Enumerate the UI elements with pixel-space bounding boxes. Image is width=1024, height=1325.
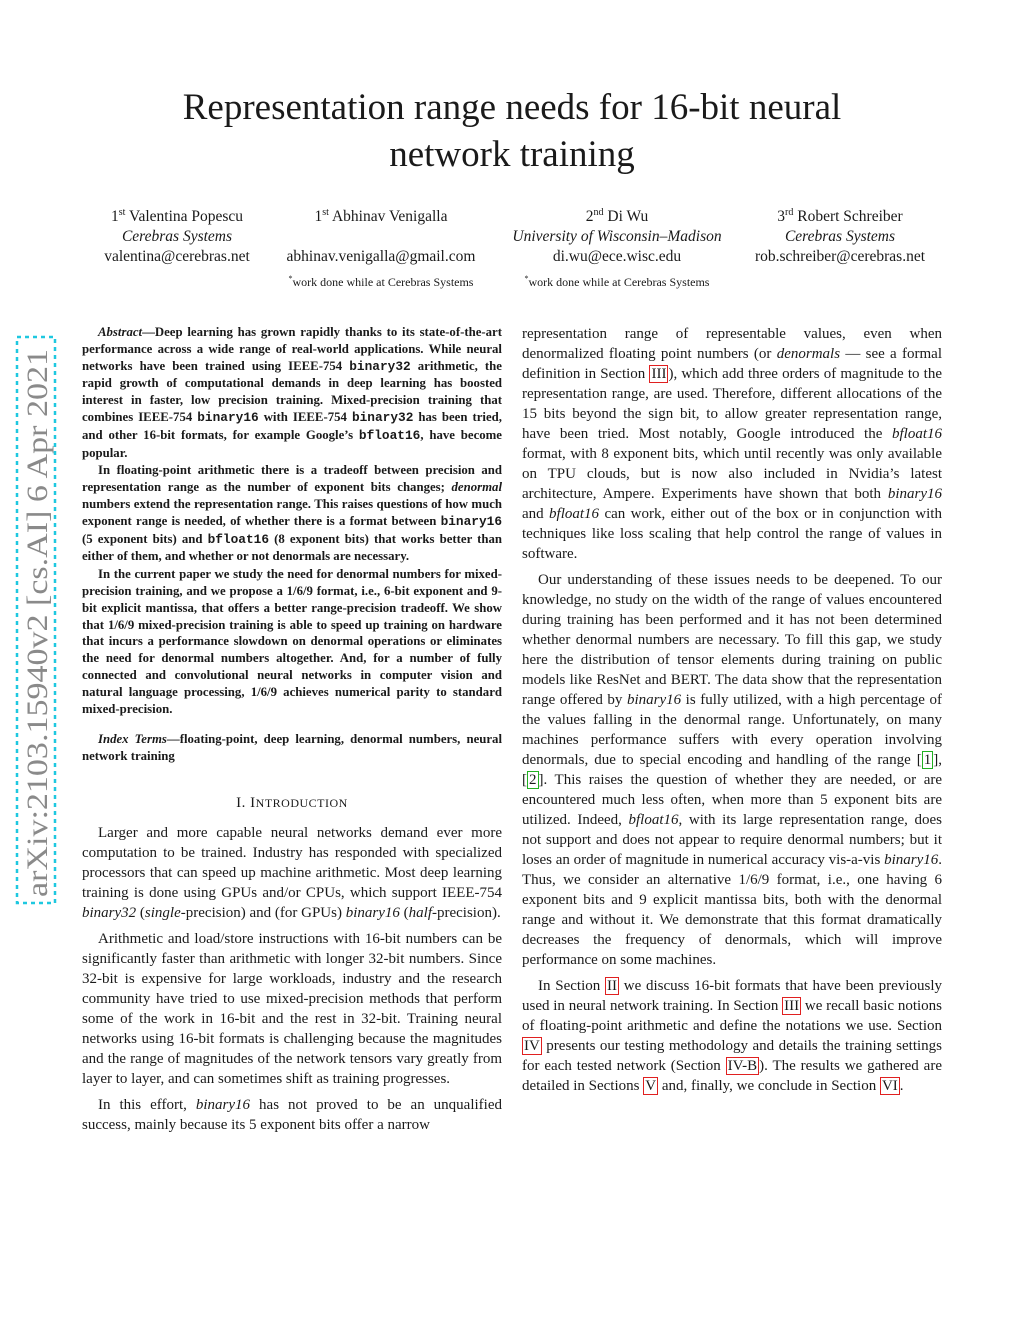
author-block-3 <box>500 203 734 292</box>
section-ref-link[interactable]: IV <box>524 1038 540 1054</box>
intro-paragraph-1: Larger and more capable neural networks demand ever more computation to be trained. Industry has responded with specialized processors that can speed up machine arithmetic. Most deep learning training is done using GPUs and/or CPUs, which support IEEE-754 binary32 (single-precision) and (for GPUs) binary16 (half-precision). <box>82 824 502 921</box>
section-heading-introduction: I. INTRODUCTION <box>236 794 348 811</box>
right-column <box>522 324 942 1096</box>
section-ref-link[interactable]: II <box>607 978 618 994</box>
abstract <box>82 324 502 765</box>
author-affiliation: Cerebras Systems <box>784 228 896 246</box>
author-affiliation: Cerebras Systems <box>121 228 233 246</box>
abstract-paragraph-2: In floating-point arithmetic there is a tradeoff between precision and representation range as the number of exponent bits changes; denormal numbers extend the representation range. This raises questions of how much exponent range is needed, of whether there is a format between binary16 (5 exponent bits) and bfloat16 (8 exponent bits) that works better than either of them, and whether or not denormals are necessary. <box>82 463 502 564</box>
author-block-4 <box>742 203 938 267</box>
author-email: valentina@cerebras.net <box>104 248 250 266</box>
author-block-2 <box>268 203 494 292</box>
citation-link[interactable]: 1 <box>923 752 932 768</box>
author-email: di.wu@ece.wisc.edu <box>552 248 682 266</box>
section-ref-link[interactable]: VI <box>881 1078 898 1094</box>
author-email: abhinav.venigalla@gmail.com <box>286 248 476 266</box>
section-ref-link[interactable]: III <box>651 366 667 382</box>
author-name: 1st Valentina Popescu <box>110 207 244 226</box>
citation-link[interactable]: 2 <box>529 772 537 788</box>
author-email: rob.schreiber@cerebras.net <box>754 248 926 266</box>
title-line-1: Representation range needs for 16-bit neural <box>182 87 842 128</box>
right-paragraph-3: In Section II we discuss 16-bit formats that have been previously used in neural network training. In Section III we recall basic notions of floating-point arithmetic and define the notations we use. Section IV presents our testing methodology and details the training settings for each tested network (Section IV-B ). The results we gathered are detailed in Sections V and, finally, we conclude in Section VI . <box>522 978 942 1094</box>
title-line-2: network training <box>389 134 635 175</box>
intro-paragraph-3: In this effort, binary16 has not proved to be an unqualified success, mainly because its 5 exponent bits offer a narrow <box>82 1096 502 1133</box>
author-affiliation <box>268 227 494 247</box>
abstract-paragraph-3: In the current paper we study the need for denormal numbers for mixed-precision training, and we propose a 1/6/9 format, i.e., 6-bit exponent and 9-bit explicit mantissa, that offers a better range-precision tradeoff. We show that 1/6/9 mixed-precision training is able to speed up training on hardware that incurs a performance slowdown on denormal operations or eliminates the need for denormal numbers altogether. And, for a number of fully connected and convolutional neural networks in computer vision and natural language processing, 1/6/9 achieves numerical parity to standard mixed-precision. <box>82 567 502 716</box>
arxiv-stamp-text: arXiv:2103.15940v2 [cs.AI] 6 Apr 2021 <box>21 413 54 897</box>
arxiv-stamp <box>14 335 58 905</box>
section-ref-link[interactable]: III <box>784 998 800 1014</box>
index-terms: Index Terms—floating-point, deep learning, denormal numbers, neural network training <box>82 732 502 764</box>
abstract-paragraph-1: Abstract—Deep learning has grown rapidly thanks to its state-of-the-art performance across a wide range of real-world applications. While neural networks have been trained using IEEE-754 binary32 arithmetic, the rapid growth of computational demands in deep learning has boosted interest in faster, low precision training. Mixed-precision training that combines IEEE-754 binary16 with IEEE-754 binary32 has been tried, and other 16-bit formats, for example Google’s bfloat16, have become popular. <box>82 325 502 460</box>
left-column <box>82 324 502 1135</box>
right-paragraph-1: representation range of representable values, even when denormalized floating point numbers (or denormals — see a formal definition in Section III ), which add three orders of magnitude to the representation range, are used. Therefore, different allocations of the 15 bits beyond the sign bit, to allow greater representation range, have been tried. Most notably, Google introduced the bfloat16 format, with 8 exponent bits, which until recently was only available on TPU clouds, but is now also included in Nvidia’s latest architecture, Ampere. Experiments have shown that both binary16 and bfloat16 can work, either out of the box or in conjunction with techniques like loss scaling that help control the range of values in software. <box>522 326 942 562</box>
author-footnote: *work done while at Cerebras Systems <box>288 274 474 290</box>
right-paragraph-2: Our understanding of these issues needs to be deepened. To our knowledge, no study on the width of the range of values encountered during training has been performed and it has not been determined whether denormal numbers are necessary. To fill this gap, we study here the distribution of tensor elements during training on public models like ResNet and BERT. The data show that the representation range offered by binary16 is fully utilized, with a high percentage of the values falling in the denormal range. Unfortunately, on many machines performance suffers with every operation involving denormals, due to special encoding and handling of the range [ 1 ], [ 2 ]. This raises the question of whether they are needed, or are encountered much less often, when more than 5 exponent bits are utilized. Indeed, bfloat16, with its large representation range, does not support and does not appear to require denormal numbers; but it loses an order of magnitude in numerical accuracy vis-a-vis binary16. Thus, we consider an alternative 1/6/9 format, i.e., one having 6 exponent bits and 9 explicit mantissa bits, both with the denormal range and without it. We demonstrate that this format dramatically decreases the frequency of denormals, which will improve performance on some machines. <box>522 572 942 968</box>
section-ref-link[interactable]: IV-B <box>727 1058 758 1074</box>
author-footnote: *work done while at Cerebras Systems <box>524 274 710 290</box>
author-block-1 <box>82 203 272 267</box>
author-name: 2nd Di Wu <box>585 207 649 226</box>
paper-title <box>120 84 904 178</box>
author-affiliation: University of Wisconsin–Madison <box>512 228 722 246</box>
author-name: 3rd Robert Schreiber <box>777 207 903 226</box>
section-ref-link[interactable]: V <box>645 1078 657 1094</box>
author-name: 1st Abhinav Venigalla <box>314 207 448 226</box>
intro-paragraph-2: Arithmetic and load/store instructions with 16-bit numbers can be significantly faster than arithmetic with longer 32-bit numbers. Since 32-bit is expensive for large workloads, industry and the research community have tried to use mixed-precision methods that perform some of the work in 16-bit and the rest in 32-bit. Training neural networks using 16-bit formats is challenging because the magnitudes and the range of magnitudes of the network tensors vary greatly from layer to layer, and can sometimes shift as training progresses. <box>82 930 502 1087</box>
